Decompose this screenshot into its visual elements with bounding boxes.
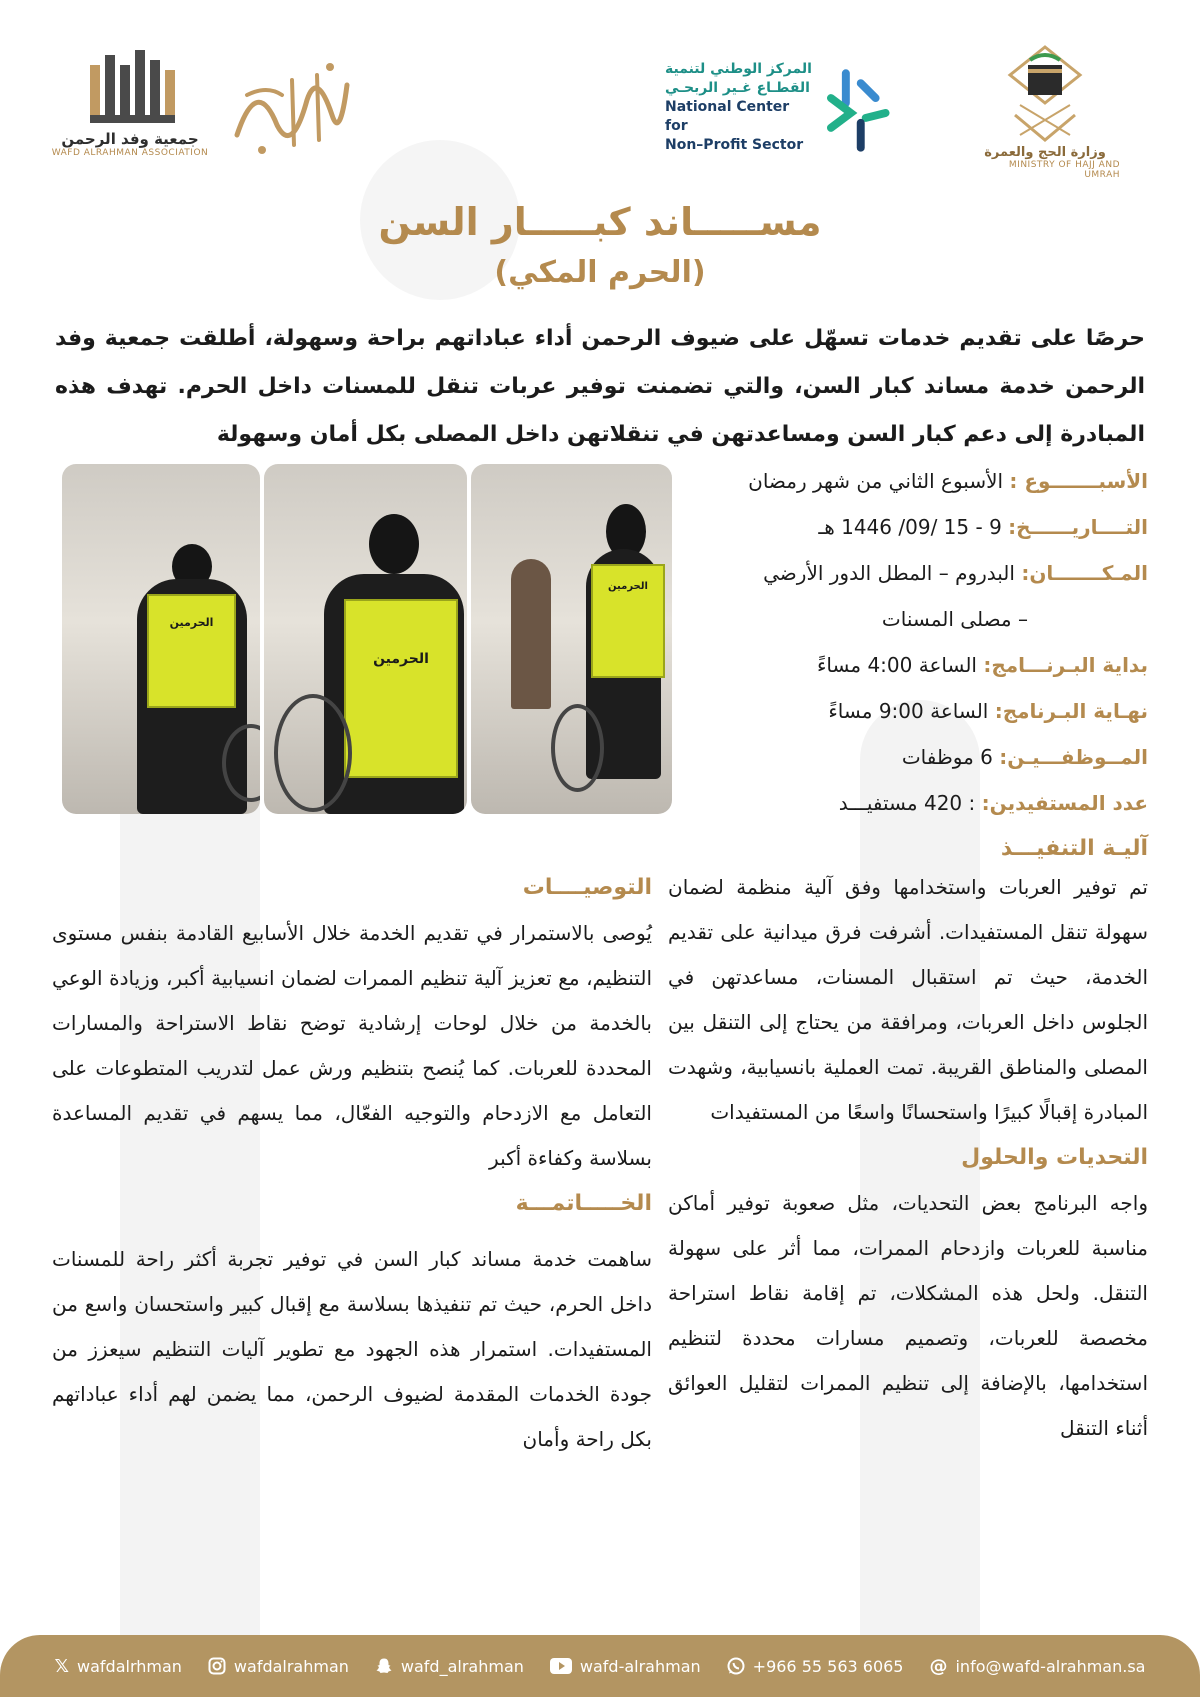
email-address: info@wafd-alrahman.sa xyxy=(955,1656,1146,1676)
detail-end xyxy=(668,688,1148,734)
mechanism-text: تم توفير العربات واستخدامها وفق آلية منظمة لضمان سهولة تنقل المستفيدات. أشرفت فرق ميدانية على تقديم الخدمة، حيث تم استقبال المسنات، مساعدتهن في الجلوس داخل العربات، ومرافقة من يحتاج إلى التنقل بين المصلى والمناطق القريبة. تمت العملية بانسيابية، وشهدت المبادرة إقبالًا كبيرًا واستحسانًا واسعًا من المستفيدات xyxy=(668,875,1148,1124)
intro-paragraph: حرصًا على تقديم خدمات تسهّل على ضيوف الرحمن أداء عباداتهم براحة وسهولة، أطلقت جمعية وفد الرحمن خدمة مساند كبار السن، والتي تضمنت توفير عربات تنقل للمسنات داخل الحرم. تهدف هذه المبادرة إلى دعم كبار السن ومساعدتهن في تنقلاتهن داخل المصلى بكل أمان وسهولة xyxy=(55,326,1145,447)
conclusion-heading: الخـــــاتمـــة xyxy=(515,1191,652,1216)
recommendations-text: يُوصى بالاستمرار في تقديم الخدمة خلال الأسابيع القادمة بنفس مستوى التنظيم، مع تعزيز آلية تنظيم الممرات لضمان انسيابية أكبر، وزيادة الوعي بالخدمة من خلال لوحات إرشادية توضح نقاط الاستراحة والمسارات المحددة للعربات. كما يُنصح بتنظيم ورش عمل لتدريب المتطوعات على التعامل مع الازدحام والتوجيه الفعّال، مما يسهم في تقديم المساعدة بسلاسة وكفاءة أكبر xyxy=(52,921,652,1170)
photo-collage xyxy=(62,464,672,814)
wafd-alrahman-logo xyxy=(50,45,210,158)
detail-label: بداية البـرنـــامج: xyxy=(983,653,1148,677)
snapchat-icon xyxy=(375,1657,393,1675)
left-column xyxy=(52,865,652,1462)
vest-label: الحرمين xyxy=(608,581,648,592)
ncnp-name-ar-line2: القطـاع غـير الربحـي xyxy=(665,80,810,96)
wheelchair-wheel xyxy=(274,694,352,812)
footer-snapchat[interactable] xyxy=(375,1657,524,1676)
detail-place xyxy=(668,550,1148,596)
detail-label: التــــاريــــــخ: xyxy=(1008,515,1148,539)
ministry-name-en: MINISTRY OF HAJJ AND UMRAH xyxy=(1008,160,1120,180)
wafd-name-ar: جمعية وفد الرحمن xyxy=(61,130,199,148)
detail-value: 9 - 15 /09/ 1446 هـ xyxy=(818,515,1002,539)
footer-email[interactable] xyxy=(929,1656,1145,1677)
person-body xyxy=(511,559,551,709)
detail-value: البدروم – المطل الدور الأرضي xyxy=(763,561,1015,585)
event-details xyxy=(668,458,1148,872)
detail-label: المـكـــــــان: xyxy=(1021,561,1148,585)
whatsapp-icon xyxy=(727,1657,745,1675)
recommendations-heading: التوصيــــات xyxy=(522,875,652,900)
person-head xyxy=(369,514,419,574)
ncnp-name-ar-line1: المركز الوطني لتنمية xyxy=(665,61,812,77)
ncnp-logo xyxy=(665,60,895,155)
mechanism-heading: آليـة التنفيـــذ xyxy=(1000,836,1148,861)
detail-value: 6 موظفات xyxy=(901,745,993,769)
challenges-heading: التحديات والحلول xyxy=(961,1145,1148,1170)
at-sign-icon: @ xyxy=(929,1655,948,1677)
ramadan-calligraphy-icon xyxy=(222,55,357,165)
ncnp-name-en-line1: National Center for xyxy=(665,99,790,134)
detail-value: الساعة 4:00 مساءً xyxy=(817,653,977,677)
detail-value: – مصلى المسنات xyxy=(881,607,1028,631)
ncnp-symbol-icon xyxy=(826,63,895,153)
footer-instagram[interactable] xyxy=(208,1657,349,1676)
youtube-handle: wafd-alrahman xyxy=(579,1656,701,1676)
wafd-name-en: WAFD ALRAHMAN ASSOCIATION xyxy=(51,148,209,158)
detail-start xyxy=(668,642,1148,688)
x-handle: wafdalrhman xyxy=(77,1656,182,1676)
detail-place-continued xyxy=(668,596,1148,642)
instagram-handle: wafdalrahman xyxy=(233,1656,349,1676)
footer-contacts xyxy=(0,1635,1200,1697)
vest-label: الحرمين xyxy=(169,616,214,629)
wafd-alrahman-emblem-icon xyxy=(75,45,185,130)
detail-week xyxy=(668,458,1148,504)
detail-label: نهـاية البـرنامج: xyxy=(994,699,1148,723)
wheelchair-wheel xyxy=(551,704,604,792)
footer-whatsapp[interactable] xyxy=(727,1657,904,1676)
photo-right xyxy=(471,464,672,814)
volunteer-vest xyxy=(591,564,665,678)
detail-value: : 420 مستفيـــد xyxy=(838,791,976,815)
page-title: مســـــاند كبـــــار السن xyxy=(378,200,822,244)
ramadan-mubarak-calligraphy xyxy=(222,55,357,165)
photo-middle xyxy=(264,464,467,814)
detail-staff xyxy=(668,734,1148,780)
instagram-icon xyxy=(208,1657,226,1675)
detail-label: عدد المستفيدين: xyxy=(981,791,1148,815)
challenges-text: واجه البرنامج بعض التحديات، مثل صعوبة توفير أماكن مناسبة للعربات وازدحام الممرات، مما أثر على سهولة التنقل. ولحل هذه المشكلات، تم إقامة نقاط استراحة مخصصة للعربات، وتصميم مسارات محددة لتنظيم استخدامها، بالإضافة إلى تنظيم الممرات لتقليل العوائق أثناء التنقل xyxy=(668,1191,1148,1440)
detail-label: المــوظفـــيـن: xyxy=(999,745,1148,769)
volunteer-vest xyxy=(344,599,458,778)
kaaba-emblem-icon xyxy=(1000,45,1090,145)
conclusion-text: ساهمت خدمة مساند كبار السن في توفير تجربة أكثر راحة للمسنات داخل الحرم، حيث تم تنفيذها بسلاسة مع إقبال كبير واستحسان واسع من المستفيدات. استمرار هذه الجهود مع تطوير آليات التنظيم سيعزز من جودة الخدمات المقدمة لضيوف الرحمن، مما يضمن لهم أداء عباداتهم بكل راحة وأمان xyxy=(52,1247,652,1451)
snapchat-handle: wafd_alrahman xyxy=(400,1656,524,1676)
detail-label: الأسبـــــــوع : xyxy=(1009,469,1148,493)
footer-youtube[interactable] xyxy=(550,1657,701,1676)
photo-left xyxy=(62,464,260,814)
detail-date xyxy=(668,504,1148,550)
footer-x[interactable] xyxy=(55,1656,182,1677)
whatsapp-number: +966 55 563 6065 xyxy=(752,1656,904,1676)
page-subtitle: (الحرم المكي) xyxy=(494,255,706,290)
detail-beneficiaries xyxy=(668,780,1148,826)
ministry-of-hajj-logo xyxy=(970,45,1120,180)
header xyxy=(0,40,1200,190)
detail-value: الساعة 9:00 مساءً xyxy=(828,699,989,723)
ncnp-name-en-line2: Non–Profit Sector xyxy=(665,137,804,153)
youtube-icon xyxy=(550,1658,572,1674)
right-column xyxy=(668,865,1148,1451)
x-icon: 𝕏 xyxy=(54,1655,70,1677)
detail-value: الأسبوع الثاني من شهر رمضان xyxy=(748,469,1004,493)
volunteer-vest xyxy=(147,594,236,708)
vest-label: الحرمين xyxy=(373,651,429,667)
ministry-name-ar: وزارة الحج والعمرة xyxy=(984,145,1106,160)
